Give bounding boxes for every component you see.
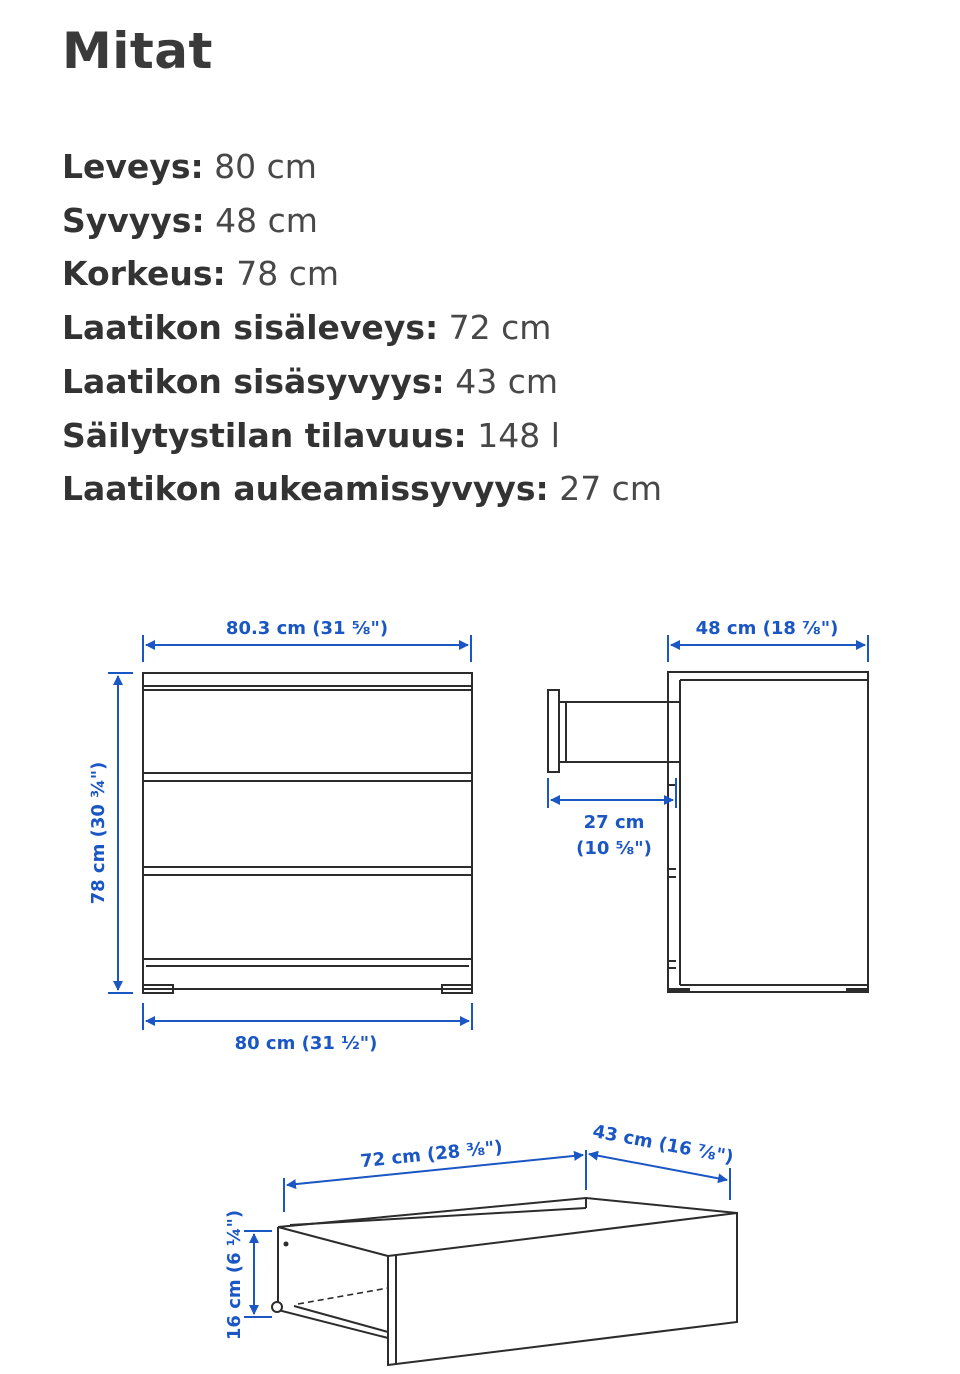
drawer-inner-width-label: 72 cm (28 ⅜") [359,1136,504,1173]
spec-label: Laatikon sisäleveys: [62,308,439,348]
spec-label: Säilytystilan tilavuus: [62,415,467,455]
front-drawer-2 [143,781,472,867]
front-view-drawing [88,618,472,1054]
side-depth-dimension [668,618,868,662]
spec-value: 43 cm [455,361,559,401]
spec-value: 72 cm [448,308,552,348]
front-top-width-label: 80.3 cm (31 ⅝") [225,618,389,639]
front-top-width-dimension [143,618,471,662]
dresser-side-body [668,672,868,992]
drawer-inner-depth-label: 43 cm (16 ⅞") [590,1121,736,1169]
drawer-perspective-drawing [224,1121,737,1365]
drawer-inner-depth-dimension [589,1121,735,1200]
spec-value: 48 cm [215,200,318,240]
page-title: Mitat [62,22,213,80]
drawer-front-panel [388,1213,737,1365]
drawer-inner-width-dimension [284,1137,586,1212]
spec-value: 27 cm [559,469,662,509]
front-drawer-3 [143,875,472,959]
spec-label: Laatikon aukeamissyvyys: [62,469,549,509]
front-drawer-1 [143,690,472,773]
spec-label: Leveys: [62,147,204,186]
front-bottom-width-dimension [143,1003,472,1054]
drawer-opening-depth-label-line1: 27 cm [583,812,645,833]
front-height-label: 78 cm (30 ¾") [88,761,109,905]
side-view-drawing [548,618,868,992]
drawer-height-dimension [224,1210,272,1340]
open-drawer-side [548,690,680,772]
spec-label: Laatikon sisäsyvyys: [62,361,445,401]
spec-label: Korkeus: [62,254,226,294]
drawer-opening-depth-label-line2: (10 ⅝") [576,838,652,859]
dresser-front-body [143,673,472,989]
front-bottom-width-label: 80 cm (31 ½") [234,1033,378,1054]
drawer-height-label: 16 cm (6 ¼") [224,1209,245,1341]
spec-label: Syvyys: [62,200,205,240]
spec-value: 78 cm [236,254,339,294]
drawer-opening-depth-dimension [548,778,676,859]
front-height-dimension [88,673,133,993]
spec-value: 148 l [477,415,560,455]
spec-value: 80 cm [214,147,317,186]
side-depth-label: 48 cm (18 ⅞") [695,618,839,639]
